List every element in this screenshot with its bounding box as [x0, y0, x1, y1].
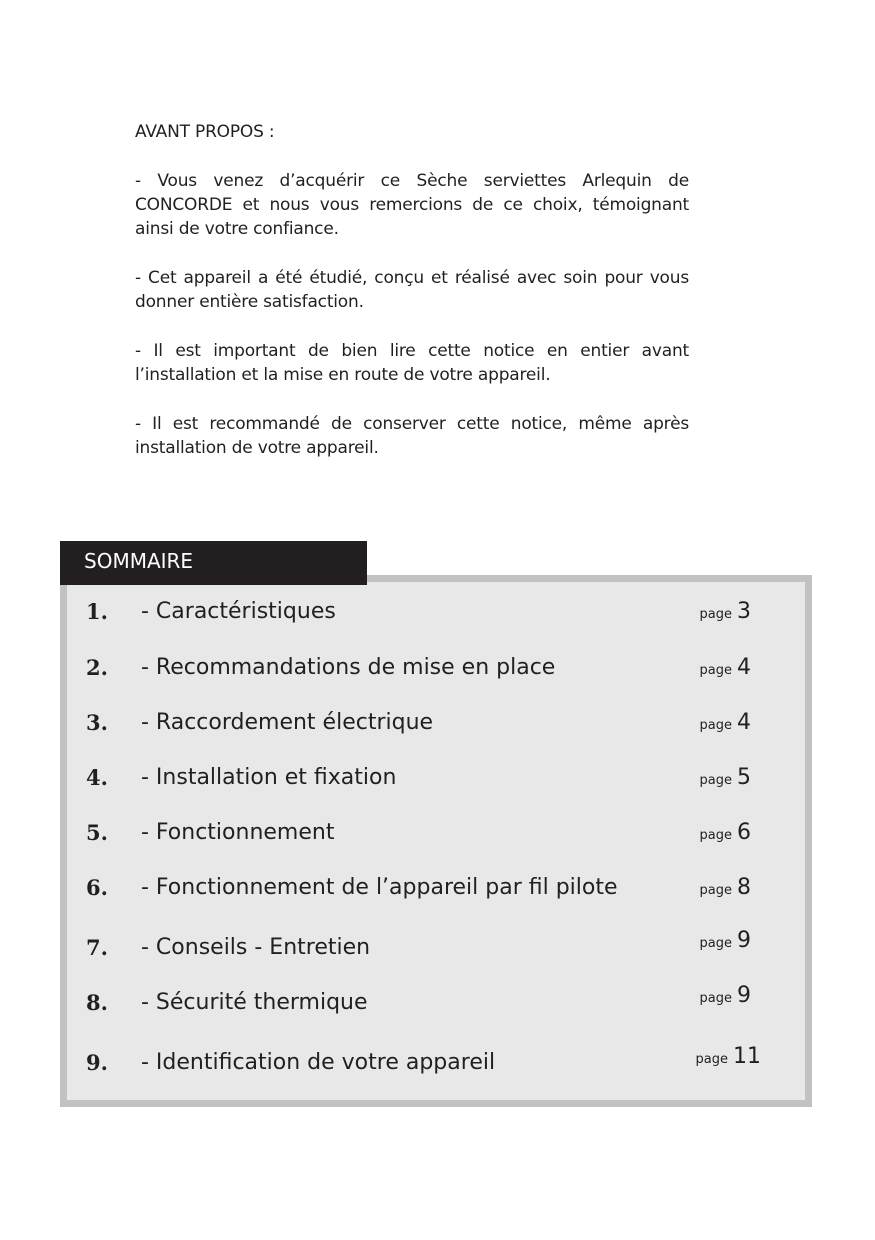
toc-row: [0, 758, 875, 798]
toc-page-ref: [696, 1037, 761, 1080]
toc-row: [0, 813, 875, 853]
page-word: page: [699, 607, 732, 622]
toc-row: [0, 703, 875, 743]
toc-page-number: 6: [737, 820, 751, 845]
toc-page-ref: [700, 648, 751, 691]
page-word: page: [699, 663, 732, 678]
toc-page-number: 3: [737, 599, 751, 624]
avant-propos-paragraph: - Vous venez d’acquérir ce Sèche serviettes Arlequin de CONCORDE et nous vous remercions de ce choix, témoignant ainsi de votre confiance.: [135, 171, 689, 239]
avant-propos-title: AVANT PROPOS :: [135, 122, 275, 142]
toc-page-ref: [700, 758, 751, 801]
toc-page-number: 9: [737, 983, 751, 1008]
toc-label: - Sécurité thermique: [141, 990, 368, 1015]
toc-page-number: 4: [737, 655, 751, 680]
page-word: page: [699, 773, 732, 788]
page-word: page: [699, 936, 732, 951]
toc-number: 8.: [86, 990, 108, 1015]
toc-number: 3.: [86, 710, 108, 735]
toc-label: - Conseils - Entretien: [141, 935, 371, 960]
toc-row: [0, 592, 875, 632]
toc-page-ref: [700, 976, 751, 1019]
toc-label: - Recommandations de mise en place: [141, 655, 556, 680]
toc-page-number: 9: [737, 928, 751, 953]
toc-number: 5.: [86, 820, 108, 845]
toc-page-ref: [700, 592, 751, 635]
toc-page-number: 11: [733, 1044, 761, 1069]
avant-propos-paragraph: - Cet appareil a été étudié, conçu et réalisé avec soin pour vous donner entière satisfaction.: [135, 268, 689, 312]
toc-row: [0, 1043, 875, 1083]
toc-label: - Caractéristiques: [141, 599, 336, 624]
toc-page-ref: [700, 868, 751, 911]
toc-row: [0, 868, 875, 908]
toc-page-ref: [700, 703, 751, 746]
toc-number: 4.: [86, 765, 108, 790]
toc-row: [0, 928, 875, 968]
toc-page-ref: [700, 921, 751, 964]
toc-page-number: 4: [737, 710, 751, 735]
page-word: page: [699, 991, 732, 1006]
page-word: page: [699, 883, 732, 898]
toc-page-number: 5: [737, 765, 751, 790]
toc-row: [0, 648, 875, 688]
toc-number: 2.: [86, 655, 108, 680]
toc-page-number: 8: [737, 875, 751, 900]
toc-number: 1.: [86, 599, 108, 624]
toc-label: - Identification de votre appareil: [141, 1050, 496, 1075]
page-word: page: [695, 1052, 728, 1067]
avant-propos-paragraph: - Il est recommandé de conserver cette notice, même après installation de votre appareil.: [135, 414, 689, 458]
toc-label: - Fonctionnement de l’appareil par fil pilote: [141, 875, 618, 900]
toc-row: [0, 983, 875, 1023]
toc-number: 9.: [86, 1050, 108, 1075]
avant-propos-paragraph: - Il est important de bien lire cette notice en entier avant l’installation et la mise en route de votre appareil.: [135, 341, 689, 385]
sommaire-title: SOMMAIRE: [60, 541, 367, 585]
page-word: page: [699, 828, 732, 843]
toc-label: - Raccordement électrique: [141, 710, 434, 735]
page-word: page: [699, 718, 732, 733]
toc-number: 6.: [86, 875, 108, 900]
avant-propos-section: [135, 120, 689, 485]
toc-number: 7.: [86, 935, 108, 960]
toc-page-ref: [700, 813, 751, 856]
toc-label: - Fonctionnement: [141, 820, 335, 845]
toc-label: - Installation et fixation: [141, 765, 397, 790]
